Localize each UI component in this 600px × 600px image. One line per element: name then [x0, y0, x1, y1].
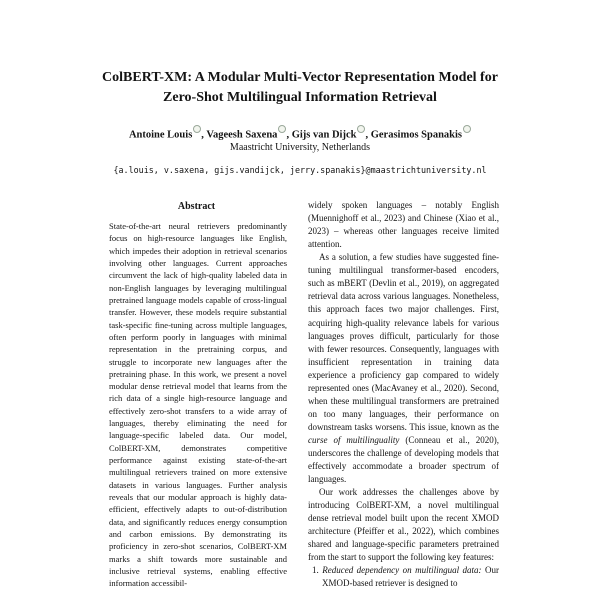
list-item-body: Our XMOD-based retriever is designed to: [322, 565, 499, 589]
intro-paragraph-text: (Conneau et al., 2020), underscores the challenge of developing models that effectively accommodate a broader spectrum of languages.: [308, 434, 499, 485]
paper-page: [101, 0, 499, 591]
list-item-title: Reduced dependency on multilingual data:: [322, 565, 482, 576]
author-name: Antoine Louis: [128, 129, 193, 141]
orcid-icon[interactable]: [463, 125, 471, 133]
intro-paragraph: Our work addresses the challenges above by introducing ColBERT-XM, a novel multilingual dense retrieval model built upon the recent XMOD architecture (Pfeiffer et al., 2022), which combines shared and language-specific parameters pretrained from the start to support the following key features:: [308, 487, 499, 563]
author-separator: ,: [365, 129, 371, 141]
abstract-text: State-of-the-art neural retrievers predominantly focus on high-resource languages like English, which impedes their adoption in retrieval scenarios involving other languages. Current approaches circumvent the lack of high-quality labeled data in non-English languages by leveraging multilingual pretrained language models capable of cross-lingual transfer. However, these models require substantial task-specific fine-tuning across multiple languages, often perform poorly in languages with minimal representation in the pretraining corpus, and struggle to incorporate new languages after the pretraining phase. In this work, we present a novel modular dense retrieval model that learns from the rich data of a single high-resource language and effectively zero-shot transfers to a wide array of languages, thereby eliminating the need for language-specific labeled data. Our model, ColBERT-XM, demonstrates competitive performance against existing state-of-the-art multilingual retrievers trained on more extensive datasets in various languages. Further analysis reveals that our modular approach is highly data-efficient, effectively adapts to out-of-distribution data, and significantly reduces energy consumption and carbon emissions. By demonstrating its proficiency in zero-shot scenarios, ColBERT-XM marks a shift towards more sustainable and inclusive retrieval systems, enabling effective information accessibil-: [109, 221, 287, 589]
paper-title-line1: ColBERT-XM: A Modular Multi-Vector Representation Model for: [102, 70, 498, 85]
numbered-list-item: [308, 564, 499, 590]
author-name: Vageesh Saxena: [206, 129, 278, 141]
right-column: [308, 199, 499, 590]
italic-term: curse of multilinguality: [308, 434, 400, 445]
paper-title: [101, 68, 499, 109]
author-name: Gijs van Dijck: [291, 129, 357, 141]
intro-paragraph-text: As a solution, a few studies have suggested fine-tuning multilingual transformer-based encoders, such as mBERT (Devlin et al., 2019), on aggregated retrieval data across various languages. Nonetheless, this approach faces two major challenges. First, acquiring high-quality relevance labels for various languages proves difficult, particularly for those with fewer resources. Consequently, languages with insufficient representation in training data experience a proficiency gap compared to widely represented ones (MacAvaney et al., 2020). Second, when these multilingual transformers are pretrained on too many languages, their performance on downstream tasks worsens. This issue, known as the: [308, 252, 499, 432]
author-name: Gerasimos Spanakis: [370, 129, 463, 141]
list-number: 1.: [312, 565, 319, 576]
intro-paragraph-continuation: widely spoken languages – notably English (Muennighoff et al., 2023) and Chinese (Xiao et al., 2023) – whereas other languages receive limited attention.: [308, 200, 499, 250]
left-column: [101, 199, 292, 589]
email-line: {a.louis, v.saxena, gijs.vandijck, jerry.spanakis}@maastrichtuniversity.nl: [113, 165, 487, 176]
author-separator: ,: [201, 129, 207, 141]
paper-title-line2: Zero-Shot Multilingual Information Retrieval: [163, 90, 437, 106]
author-separator: ,: [286, 129, 292, 141]
two-column-body: [101, 199, 499, 590]
abstract-heading: Abstract: [177, 201, 216, 213]
affiliation: Maastricht University, Netherlands: [229, 142, 371, 154]
intro-paragraph: [308, 251, 499, 486]
author-line: [101, 125, 499, 141]
